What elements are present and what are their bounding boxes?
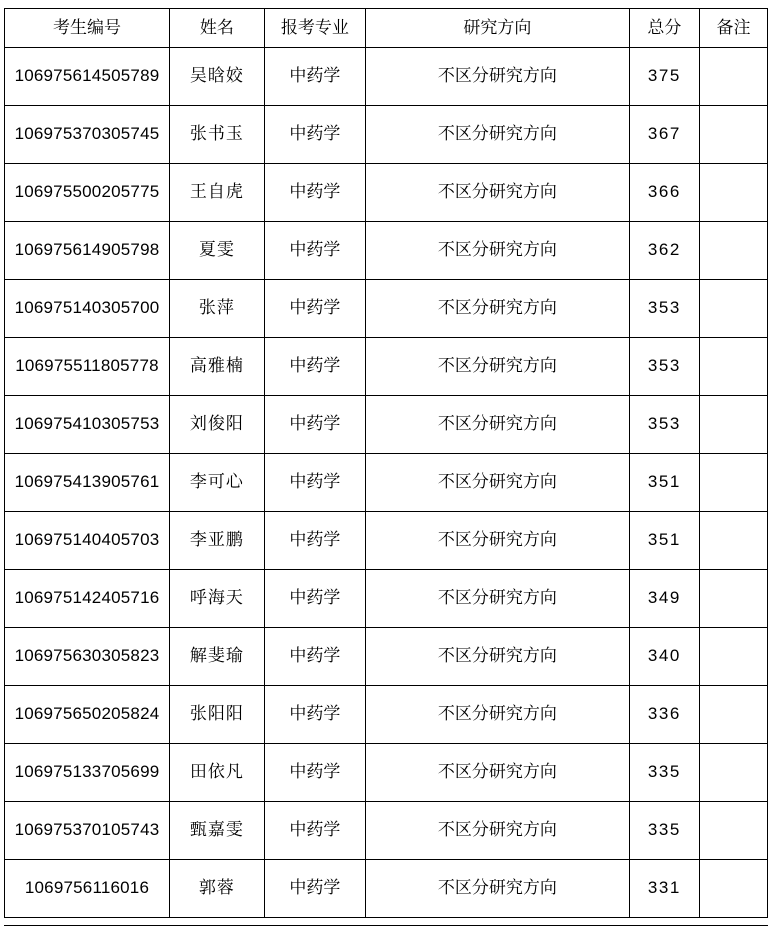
cell-major: 中药学 <box>264 570 365 628</box>
cell-major: 中药学 <box>264 222 365 280</box>
cell-remark <box>699 338 767 396</box>
cell-direction: 不区分研究方向 <box>365 222 629 280</box>
cell-name: 张阳阳 <box>169 686 264 744</box>
cell-remark <box>699 686 767 744</box>
cell-total-score: 335 <box>629 744 699 802</box>
cell-total-score: 335 <box>629 802 699 860</box>
column-header-direction: 研究方向 <box>365 9 629 48</box>
cell-major: 中药学 <box>264 164 365 222</box>
table-body <box>5 48 768 918</box>
cell-total-score: 366 <box>629 164 699 222</box>
cell-major: 中药学 <box>264 802 365 860</box>
cell-name: 夏雯 <box>169 222 264 280</box>
column-header-total-score: 总分 <box>629 9 699 48</box>
cell-direction: 不区分研究方向 <box>365 686 629 744</box>
cell-remark <box>699 396 767 454</box>
table-header-row <box>5 9 768 48</box>
cell-total-score: 353 <box>629 338 699 396</box>
table-row <box>5 860 768 918</box>
table-row <box>5 628 768 686</box>
page-bottom-rule <box>4 925 768 926</box>
cell-candidate-id: 106975614505789 <box>5 48 170 106</box>
cell-remark <box>699 222 767 280</box>
table-row <box>5 570 768 628</box>
cell-direction: 不区分研究方向 <box>365 802 629 860</box>
cell-major: 中药学 <box>264 512 365 570</box>
table-row <box>5 164 768 222</box>
table-row <box>5 744 768 802</box>
cell-major: 中药学 <box>264 686 365 744</box>
cell-remark <box>699 860 767 918</box>
cell-major: 中药学 <box>264 628 365 686</box>
cell-name: 刘俊阳 <box>169 396 264 454</box>
table-row <box>5 454 768 512</box>
cell-direction: 不区分研究方向 <box>365 454 629 512</box>
cell-total-score: 353 <box>629 396 699 454</box>
cell-candidate-id: 106975413905761 <box>5 454 170 512</box>
cell-direction: 不区分研究方向 <box>365 48 629 106</box>
cell-total-score: 375 <box>629 48 699 106</box>
cell-name: 王自虎 <box>169 164 264 222</box>
cell-remark <box>699 280 767 338</box>
cell-name: 田依凡 <box>169 744 264 802</box>
cell-candidate-id: 106975500205775 <box>5 164 170 222</box>
cell-remark <box>699 570 767 628</box>
cell-direction: 不区分研究方向 <box>365 338 629 396</box>
cell-direction: 不区分研究方向 <box>365 628 629 686</box>
column-header-major: 报考专业 <box>264 9 365 48</box>
cell-remark <box>699 628 767 686</box>
cell-name: 甄嘉雯 <box>169 802 264 860</box>
cell-name: 李可心 <box>169 454 264 512</box>
cell-total-score: 331 <box>629 860 699 918</box>
cell-total-score: 349 <box>629 570 699 628</box>
cell-remark <box>699 454 767 512</box>
table-header <box>5 9 768 48</box>
cell-total-score: 362 <box>629 222 699 280</box>
cell-remark <box>699 512 767 570</box>
table-row <box>5 686 768 744</box>
cell-remark <box>699 802 767 860</box>
cell-direction: 不区分研究方向 <box>365 570 629 628</box>
cell-total-score: 351 <box>629 454 699 512</box>
cell-major: 中药学 <box>264 454 365 512</box>
cell-direction: 不区分研究方向 <box>365 744 629 802</box>
cell-candidate-id: 106975650205824 <box>5 686 170 744</box>
cell-major: 中药学 <box>264 280 365 338</box>
table-row <box>5 280 768 338</box>
cell-name: 解斐瑜 <box>169 628 264 686</box>
cell-remark <box>699 744 767 802</box>
column-header-name: 姓名 <box>169 9 264 48</box>
cell-name: 吴晗姣 <box>169 48 264 106</box>
cell-major: 中药学 <box>264 106 365 164</box>
cell-name: 郭蓉 <box>169 860 264 918</box>
cell-candidate-id: 106975614905798 <box>5 222 170 280</box>
cell-candidate-id: 106975410305753 <box>5 396 170 454</box>
cell-total-score: 351 <box>629 512 699 570</box>
table-row <box>5 48 768 106</box>
cell-direction: 不区分研究方向 <box>365 280 629 338</box>
cell-major: 中药学 <box>264 396 365 454</box>
cell-remark <box>699 106 767 164</box>
cell-total-score: 353 <box>629 280 699 338</box>
table-row <box>5 396 768 454</box>
admission-score-table <box>4 8 768 918</box>
cell-candidate-id: 106975142405716 <box>5 570 170 628</box>
cell-direction: 不区分研究方向 <box>365 396 629 454</box>
cell-candidate-id: 106975370105743 <box>5 802 170 860</box>
cell-direction: 不区分研究方向 <box>365 512 629 570</box>
document-page <box>0 8 774 933</box>
cell-name: 张萍 <box>169 280 264 338</box>
cell-major: 中药学 <box>264 48 365 106</box>
cell-direction: 不区分研究方向 <box>365 164 629 222</box>
cell-name: 高雅楠 <box>169 338 264 396</box>
cell-direction: 不区分研究方向 <box>365 106 629 164</box>
cell-direction: 不区分研究方向 <box>365 860 629 918</box>
cell-candidate-id: 106975630305823 <box>5 628 170 686</box>
column-header-candidate-id: 考生编号 <box>5 9 170 48</box>
cell-candidate-id: 106975140305700 <box>5 280 170 338</box>
cell-name: 呼海天 <box>169 570 264 628</box>
cell-major: 中药学 <box>264 860 365 918</box>
cell-total-score: 336 <box>629 686 699 744</box>
cell-candidate-id: 106975511805778 <box>5 338 170 396</box>
table-row <box>5 106 768 164</box>
cell-major: 中药学 <box>264 338 365 396</box>
cell-candidate-id: 106975370305745 <box>5 106 170 164</box>
table-row <box>5 512 768 570</box>
cell-major: 中药学 <box>264 744 365 802</box>
cell-total-score: 367 <box>629 106 699 164</box>
cell-candidate-id: 1069756116016 <box>5 860 170 918</box>
cell-candidate-id: 106975140405703 <box>5 512 170 570</box>
cell-candidate-id: 106975133705699 <box>5 744 170 802</box>
column-header-remark: 备注 <box>699 9 767 48</box>
cell-name: 张书玉 <box>169 106 264 164</box>
cell-total-score: 340 <box>629 628 699 686</box>
cell-remark <box>699 48 767 106</box>
table-row <box>5 802 768 860</box>
table-row <box>5 338 768 396</box>
cell-name: 李亚鹏 <box>169 512 264 570</box>
cell-remark <box>699 164 767 222</box>
table-row <box>5 222 768 280</box>
